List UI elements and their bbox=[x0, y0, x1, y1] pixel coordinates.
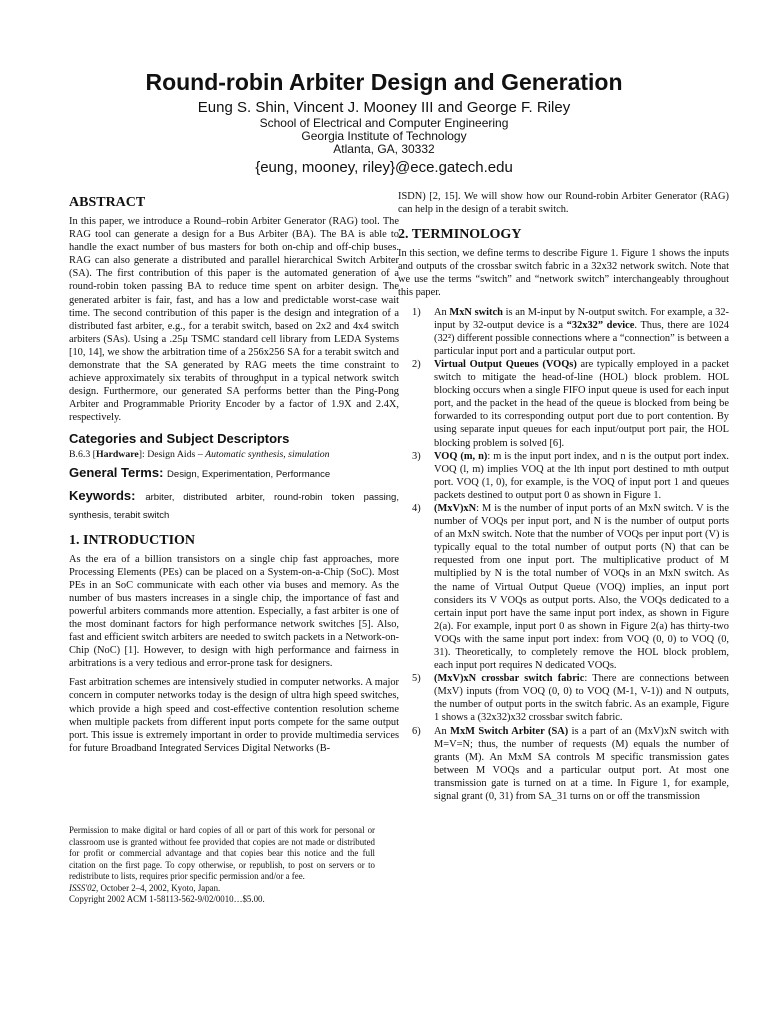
permission-text: Permission to make digital or hard copies of all or part of this work for personal or classroom use is granted without fee provided that copies are not made or distributed for profit or commercial advantage and that copies bear this notice and the full citation on the first page. To copy otherwise, or republish, to post on servers or to redistribute to lists, requires prior specific permission and/or a fee. bbox=[69, 825, 375, 881]
keywords-heading: Keywords: bbox=[69, 487, 136, 503]
permission-notice bbox=[69, 825, 375, 906]
paper-header bbox=[40, 68, 728, 177]
author-emails: {eung, mooney, riley}@ece.gatech.edu bbox=[255, 159, 513, 176]
terminology-intro: In this section, we define terms to describe Figure 1. Figure 1 shows the inputs and outputs of the crossbar switch fabric in a 32x32 network switch. Note that we use the terms “switch” and “network switch” interchangeably throughout this paper. bbox=[398, 248, 729, 299]
keywords bbox=[69, 488, 399, 524]
term-item-2: 2) Virtual Output Queues (VOQs) are typically employed in a packet switch to mitigate the head-of-line (HOL) block problem. HOL blocking occurs when a single FIFO input queue is used for each input port, and the packet in the head of the queue is blocked from being be forwarded to its corresponding output port due to port contention. By using separate input queues for each input/output port pair, the HOL blocking problem is solved [6]. bbox=[412, 358, 729, 449]
affiliation-line-3: Atlanta, GA, 30332 bbox=[333, 142, 435, 156]
categories-heading: Categories and Subject Descriptors bbox=[69, 430, 290, 446]
paper-title: Round-robin Arbiter Design and Generation bbox=[145, 69, 623, 95]
term-item-1: 1) An MxN switch is an M-input by N-output switch. For example, a 32-input by 32-output device is a “32x32” device. Thus, there are 1024 (32²) different possible connections where a “connection” is between a particular input port and a particular output port. bbox=[412, 306, 730, 357]
abstract-heading: ABSTRACT bbox=[69, 195, 146, 210]
author-list: Eung S. Shin, Vincent J. Mooney III and George F. Riley bbox=[197, 99, 571, 116]
abstract-text: In this paper, we introduce a Round–robin Arbiter Generator (RAG) tool. The RAG tool can generate a design for a Bus Arbiter (BA). The BA is able to handle the exact number of bus masters for both on-chip and off-chip buses. RAG can also generate a distributed and parallel hierarchical Switch Arbiter (SA). The first contribution of this paper is the automated generation of a round-robin token passing BA to reduce time spent on arbiter design. The generated arbiter is fair, fast, and has a low and predictable worst-case wait time. The second contribution of this paper is the design and integration of a distributed fast arbiter, e.g., for a terabit switch, based on 2x2 and 4x4 switch arbiters (SAs). Using a .25μ TSMC standard cell library from LEDA Systems [10, 14], we show the arbitration time of a 256x256 SA for a terabit switch and demonstrate that the SA generated by RAG meets the time constraint to achieve approximately six terabits of throughput in a typical network switch design. Furthermore, our generated SA performs better than the Ping-Pong Arbiter and Programmable Priority Encoder by a factor of 1.9X and 2.4X, respectively. bbox=[69, 216, 399, 424]
general-terms-text: Design, Experimentation, Performance bbox=[167, 468, 331, 480]
keywords-text: arbiter, distributed arbiter, round-robin token passing, synthesis, terabit switch bbox=[69, 491, 399, 521]
term-item-5: 5) (MxV)xN crossbar switch fabric: There are connections between (MxV) inputs (from VOQ (0, 0) to VOQ (M-1, V-1)) and N outputs, the number of output ports in the switch fabric. As an example, Figure 1 shows a (32x32)x32 crossbar switch fabric. bbox=[412, 673, 730, 724]
continued-paragraph: ISDN) [2, 15]. We will show how our Round-robin Arbiter Generator (RAG) can help in the design of a terabit switch. bbox=[398, 191, 729, 216]
intro-paragraph-1: As the era of a billion transistors on a single chip fast approaches, more Processing Elements (PEs) can be placed on a System-on-a-Chip (SoC). Most PEs in an SoC communicate with each other via buses and memory. As the number of bus masters increases in a single chip, the importance of fast and powerful arbiters commands more attention. Especially, a fast arbiter is one of the most dominant factors for high performance network switches [5]. Also, fast and efficient switch arbiters are needed to switch packets in a Network-on-Chip (NoC) [1]. However, to design with high performance and fairness in arbitrations is a very tedious and error-prone task for designers. bbox=[69, 553, 399, 670]
affiliation-line-2: Georgia Institute of Technology bbox=[301, 129, 467, 143]
general-terms-heading: General Terms: bbox=[69, 464, 164, 480]
venue-line: ISSS'02, October 2–4, 2002, Kyoto, Japan. bbox=[69, 882, 221, 893]
left-column bbox=[69, 190, 399, 761]
terminology-heading: 2. TERMINOLOGY bbox=[398, 227, 522, 243]
terminology-list bbox=[398, 306, 729, 804]
right-column bbox=[398, 190, 729, 803]
general-terms bbox=[69, 465, 399, 483]
copyright-line: Copyright 2002 ACM 1-58113-562-9/02/0010…$5.00. bbox=[69, 894, 265, 904]
affiliation-line-1: School of Electrical and Computer Engineering bbox=[259, 116, 509, 130]
intro-paragraph-2: Fast arbitration schemes are intensively studied in computer networks. A major concern in computer networks today is the design of ultra high speed switches, which provide a high speed and cost-effective contention resolution scheme when multiple packets from different input ports compete for the same output port. This issue is extremely important in order to provide multimedia services for future Broadband Integrated Services Digital Networks (B- bbox=[69, 677, 399, 754]
term-item-3: 3) VOQ (m, n): m is the input port index, and n is the output port index. VOQ (l, m) implies VOQ at the lth input port destined to mth output port. VOQ (1, 0), for example, is the VOQ of input port 1 and queues packets destined to output port 0 as shown in Figure 1. bbox=[412, 450, 729, 501]
term-item-6: 6) An MxM Switch Arbiter (SA) is a part of an (MxV)xN switch with M=V=N; thus, the number of requests (M) equals the number of grants (M). An MxM SA controls M specific transmission gates between M VOQs and a particular output port. At most one transmission gate is turned on at a time. In Figure 1, for example, signal grant (0, 31) from SA_31 turns on or off the transmission bbox=[412, 725, 729, 803]
categories-text: B.6.3 [Hardware]: Design Aids – Automatic synthesis, simulation bbox=[69, 448, 330, 460]
term-item-4: 4) (MxV)xN: M is the number of input ports of an MxN switch. V is the number of VOQs per input port, and N is the number of output ports of an MxN switch. Note that the number of VOQs per input port (V) is typically equal to the total number of output ports (N) that can be requested from one input port. The multiplicative product of M multiplied by N is the total number of VOQs in an MxN switch. As the name of Virtual Output Queue (VOQ) implies, an input port considers its V VOQs as output ports. Also, the VOQs dedicated to a certain input port have the same input port index, as shown in Figure 2(a). For example, input port 0 as shown in Figure 2(a) has thirty-two VOQs with the same input port index: from VOQ (0, 0) to VOQ (0, 31). Theoretically, to completely remove the HOL block problem, each input port requires N dedicated VOQs. bbox=[412, 502, 729, 672]
introduction-heading: 1. INTRODUCTION bbox=[69, 532, 196, 548]
